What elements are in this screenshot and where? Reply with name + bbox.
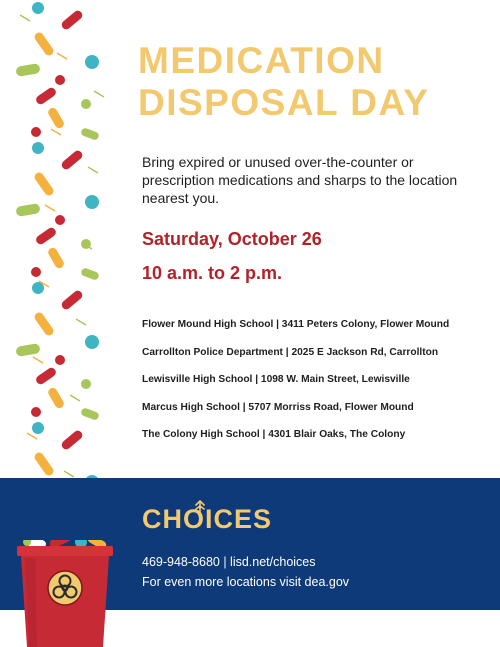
pill-shape xyxy=(60,9,84,31)
pills-group xyxy=(15,2,104,560)
pill-shape xyxy=(15,343,40,357)
pill-shape xyxy=(31,127,41,137)
pill-shape xyxy=(32,422,44,434)
sparkle-stroke xyxy=(88,167,98,173)
pill-shape xyxy=(15,63,40,77)
locations-list xyxy=(142,319,492,457)
arrow-up-icon xyxy=(193,500,207,514)
pill-shape xyxy=(32,282,44,294)
sparkle-stroke xyxy=(27,433,37,439)
sparkle-stroke xyxy=(57,53,67,59)
pill-shape xyxy=(81,379,91,389)
pill-shape xyxy=(33,171,55,197)
more-locations-line: For even more locations visit dea.gov xyxy=(142,575,350,589)
location-item: Flower Mound High School | 3411 Peters Colony, Flower Mound xyxy=(142,319,450,330)
sparkle-stroke xyxy=(64,471,74,477)
sparkle-stroke xyxy=(51,129,61,135)
pill-shape xyxy=(32,2,44,14)
pill-shape xyxy=(47,386,66,410)
location-item: The Colony High School | 4301 Blair Oaks, The Colony xyxy=(142,429,406,440)
location-item: Carrollton Police Department | 2025 E Jackson Rd, Carrollton xyxy=(142,346,439,358)
sparkle-stroke xyxy=(45,205,55,211)
pill-shape xyxy=(34,226,57,246)
pills-illustration-icon xyxy=(0,0,120,560)
sparkle-stroke xyxy=(76,319,86,325)
pill-shape xyxy=(55,355,65,365)
pill-shape xyxy=(60,149,84,171)
pill-shape xyxy=(32,142,44,154)
pill-shape xyxy=(34,86,57,106)
pill-shape xyxy=(33,31,55,57)
contact-block xyxy=(142,552,349,592)
location-item: Marcus High School | 5707 Morriss Road, Flower Mound xyxy=(142,401,414,413)
pill-shape xyxy=(80,267,100,281)
pill-shape xyxy=(80,407,100,421)
location-item: Lewisville High School | 1098 W. Main Street, Lewisville xyxy=(142,374,410,385)
pill-shape xyxy=(47,246,66,270)
pill-shape xyxy=(85,195,99,209)
sparkle-stroke xyxy=(70,395,80,401)
pill-shape xyxy=(55,75,65,85)
intro-text: Bring expired or unused over-the-counter or prescription medications and sharps to the location nearest you. xyxy=(142,154,458,206)
pill-shape xyxy=(55,215,65,225)
pill-shape xyxy=(60,429,84,451)
sparkle-stroke xyxy=(94,91,104,97)
sparkle-stroke xyxy=(20,15,30,21)
brand-name: CHOICES xyxy=(142,504,273,534)
pill-shape xyxy=(85,55,99,69)
title-line-2: DISPOSAL DAY xyxy=(138,82,430,123)
brand-logo xyxy=(142,504,272,535)
sparkle-stroke xyxy=(33,357,43,363)
pill-shape xyxy=(85,335,99,349)
pill-shape xyxy=(81,99,91,109)
pill-shape xyxy=(31,267,41,277)
pill-shape xyxy=(33,311,55,337)
pill-shape xyxy=(15,203,40,217)
event-date: Saturday, October 26 xyxy=(142,229,322,249)
pill-shape xyxy=(60,289,84,311)
pill-shape xyxy=(31,407,41,417)
pill-shape xyxy=(34,366,57,386)
title-line-1: MEDICATION xyxy=(138,40,385,81)
biohazard-bin-icon xyxy=(15,540,115,647)
pill-shape xyxy=(33,451,55,477)
pill-shape xyxy=(47,106,66,130)
contact-line: 469-948-8680 | lisd.net/choices xyxy=(142,555,316,569)
page-title xyxy=(138,40,488,124)
pill-shape xyxy=(80,127,100,141)
event-time: 10 a.m. to 2 p.m. xyxy=(142,263,283,283)
